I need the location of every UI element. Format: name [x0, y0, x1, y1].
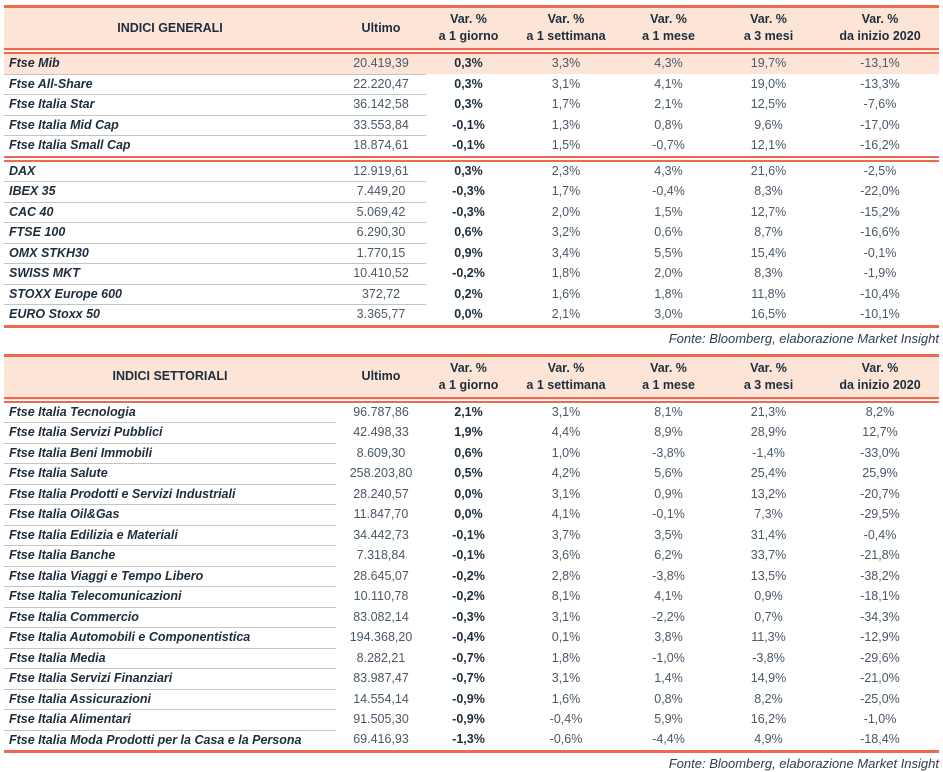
- table-row: [4, 182, 939, 203]
- var-value-cell: -29,6%: [860, 650, 900, 665]
- ultimo-value-cell: 36.142,58: [336, 95, 426, 116]
- var-value-cell: -0,4%: [549, 712, 583, 726]
- var-value-cell: 0,3%: [426, 51, 511, 74]
- var-value-cell: 5,6%: [654, 466, 683, 480]
- var-value-cell: 2,3%: [551, 163, 581, 178]
- ultimo-value-cell: 7.449,20: [336, 182, 426, 203]
- table-row: [4, 710, 939, 731]
- ultimo-value-cell: 18.874,61: [353, 138, 409, 152]
- index-name-cell: Ftse Italia Telecomunicazioni: [4, 587, 336, 608]
- index-name-cell: IBEX 35: [4, 182, 336, 203]
- var-value-cell: 1,8%: [654, 286, 683, 301]
- table-row: [4, 159, 939, 182]
- var-value-cell: 3,1%: [551, 76, 581, 91]
- table-row: [4, 505, 939, 526]
- var-value-cell: 0,9%: [654, 486, 683, 501]
- ultimo-value-cell: 91.505,30: [353, 712, 409, 726]
- var-value-cell: 0,6%: [654, 225, 683, 239]
- var-value-cell: -0,9%: [452, 691, 485, 706]
- var-value-cell: -0,7%: [452, 650, 485, 665]
- var-value-cell: 6,2%: [654, 548, 683, 562]
- var-value-cell: 0,9%: [454, 245, 483, 260]
- var-value-cell: -0,1%: [452, 117, 485, 132]
- table-row: [4, 95, 939, 116]
- var-value-cell: 2,0%: [551, 204, 581, 219]
- var-value-cell: 1,5%: [551, 137, 581, 152]
- var-value-cell: -1,0%: [652, 650, 685, 665]
- var-value-cell: -0,1%: [452, 137, 485, 152]
- var-value-cell: -0,7%: [452, 671, 485, 685]
- table-row: [4, 546, 939, 567]
- var-value-cell: 3,7%: [551, 527, 581, 542]
- header-row: [4, 355, 939, 400]
- ultimo-value-cell: 12.919,61: [336, 159, 426, 182]
- var-value-cell: 19,0%: [750, 76, 787, 91]
- var-value-cell: 4,3%: [654, 163, 683, 178]
- var-column-header: Var. % da inizio 2020: [821, 355, 939, 400]
- index-name-cell: Ftse Italia Mid Cap: [4, 115, 336, 136]
- var-value-cell: 1,6%: [551, 286, 581, 301]
- var-value-cell: 1,9%: [454, 425, 483, 439]
- european-indices-group: [4, 159, 939, 327]
- var-value-cell: -33,0%: [860, 445, 900, 460]
- var-value-cell: 3,1%: [551, 486, 581, 501]
- var-value-cell: -21,8%: [860, 548, 900, 562]
- var-value-cell: 1,7%: [551, 184, 581, 198]
- var-value-cell: 0,3%: [454, 76, 483, 91]
- var-value-cell: 16,2%: [750, 712, 787, 726]
- var-value-cell: 8,1%: [551, 589, 581, 603]
- var-value-cell: 12,5%: [750, 97, 787, 111]
- var-value-cell: 1,4%: [654, 671, 683, 685]
- index-name-cell: Ftse Italia Salute: [4, 464, 336, 485]
- var-value-cell: 31,4%: [750, 527, 787, 542]
- italian-indices-group: [4, 51, 939, 159]
- var-value-cell: 19,7%: [716, 51, 821, 74]
- index-name-cell: CAC 40: [4, 202, 336, 223]
- var-value-cell: 8,9%: [654, 425, 683, 439]
- var-value-cell: -0,1%: [452, 548, 485, 562]
- var-value-cell: 14,9%: [750, 671, 787, 685]
- var-value-cell: 3,6%: [551, 548, 581, 562]
- var-column-header: Var. % a 1 settimana: [511, 7, 621, 52]
- var-value-cell: -7,6%: [863, 97, 897, 111]
- table-row: [4, 202, 939, 223]
- var-value-cell: 8,3%: [754, 184, 783, 198]
- var-value-cell: -0,4%: [863, 527, 897, 542]
- table-row: [4, 484, 939, 505]
- var-value-cell: 3,3%: [511, 51, 621, 74]
- var-value-cell: 0,9%: [754, 589, 783, 603]
- var-value-cell: 3,5%: [654, 527, 683, 542]
- table-row: [4, 669, 939, 690]
- index-name-cell: FTSE 100: [4, 223, 336, 244]
- index-name-cell: Ftse Italia Commercio: [4, 607, 336, 628]
- var-value-cell: 7,3%: [754, 507, 783, 521]
- var-value-cell: -3,8%: [652, 568, 685, 583]
- var-value-cell: 2,8%: [551, 568, 581, 583]
- var-value-cell: 2,1%: [454, 404, 483, 419]
- general-indices-header: [4, 7, 939, 52]
- table-row: [4, 525, 939, 546]
- index-name-cell: Ftse Italia Moda Prodotti per la Casa e la Persona: [9, 732, 302, 747]
- var-value-cell: -2,2%: [652, 609, 685, 624]
- var-value-cell: 25,9%: [862, 466, 898, 480]
- sector-indices-group: [4, 400, 939, 752]
- ultimo-value-cell: 7.318,84: [356, 548, 406, 562]
- var-column-header: Var. % a 1 mese: [621, 7, 716, 52]
- var-value-cell: -3,8%: [652, 445, 685, 460]
- index-name-cell: OMX STKH30: [4, 243, 336, 264]
- index-name-cell: Ftse Italia Servizi Finanziari: [4, 669, 336, 690]
- index-name-cell: Ftse Mib: [4, 51, 336, 74]
- var-value-cell: 8,3%: [754, 266, 783, 280]
- var-value-cell: -0,3%: [452, 609, 485, 624]
- var-value-cell: 3,1%: [551, 609, 581, 624]
- ultimo-value-cell: 69.416,93: [353, 732, 409, 747]
- var-column-header: Var. % a 1 settimana: [511, 355, 621, 400]
- index-name-cell: Ftse Italia Star: [4, 95, 336, 116]
- var-value-cell: -38,2%: [860, 568, 900, 583]
- var-value-cell: -13,3%: [860, 76, 900, 91]
- var-value-cell: 3,4%: [551, 245, 581, 260]
- var-value-cell: 1,8%: [551, 650, 581, 665]
- index-name-cell: Ftse Italia Automobili e Componentistica: [4, 628, 336, 649]
- table-row: [4, 74, 939, 95]
- var-value-cell: 4,1%: [654, 589, 683, 603]
- table-row: [4, 284, 939, 305]
- var-value-cell: 3,1%: [551, 671, 581, 685]
- var-value-cell: 0,8%: [654, 117, 683, 132]
- ultimo-value-cell: 5.069,42: [336, 202, 426, 223]
- var-value-cell: 1,6%: [551, 691, 581, 706]
- index-name-cell: Ftse Italia Small Cap: [9, 138, 131, 152]
- var-value-cell: -0,7%: [652, 137, 685, 152]
- var-value-cell: 1,5%: [654, 204, 683, 219]
- table-row: [4, 464, 939, 485]
- ultimo-value-cell: 6.290,30: [336, 223, 426, 244]
- header-row: [4, 7, 939, 52]
- var-value-cell: 8,2%: [754, 691, 783, 706]
- var-value-cell: 21,6%: [750, 163, 787, 178]
- table-row: [4, 443, 939, 464]
- var-value-cell: 1,0%: [551, 445, 581, 460]
- var-value-cell: -13,1%: [821, 51, 939, 74]
- var-value-cell: 4,4%: [551, 425, 581, 439]
- ultimo-value-cell: 372,72: [336, 284, 426, 305]
- var-value-cell: 2,1%: [551, 306, 581, 321]
- index-name-cell: Ftse All-Share: [4, 74, 336, 95]
- index-name-cell: Ftse Italia Assicurazioni: [4, 689, 336, 710]
- var-value-cell: 12,1%: [750, 137, 787, 152]
- var-value-cell: -21,0%: [860, 671, 900, 685]
- var-value-cell: -2,5%: [863, 163, 897, 178]
- ultimo-value-cell: 96.787,86: [353, 404, 409, 419]
- var-value-cell: 4,1%: [654, 76, 683, 91]
- table-title: INDICI SETTORIALI: [4, 355, 336, 400]
- table-row: [4, 115, 939, 136]
- var-value-cell: -0,2%: [452, 589, 485, 603]
- ultimo-value-cell: 11.847,70: [353, 507, 409, 521]
- var-value-cell: -20,7%: [860, 486, 900, 501]
- var-value-cell: -4,4%: [652, 732, 685, 747]
- var-column-header: Var. % da inizio 2020: [821, 7, 939, 52]
- table-row: [4, 305, 939, 327]
- var-value-cell: 3,8%: [654, 630, 683, 644]
- sector-indices-table: [4, 354, 939, 754]
- index-name-cell: Ftse Italia Tecnologia: [4, 400, 336, 423]
- var-value-cell: 8,7%: [754, 225, 783, 239]
- var-value-cell: -10,4%: [860, 286, 900, 301]
- var-value-cell: 1,8%: [551, 266, 581, 280]
- table-row: [4, 400, 939, 423]
- var-value-cell: 0,3%: [454, 163, 483, 178]
- ultimo-value-cell: 20.419,39: [336, 51, 426, 74]
- ultimo-value-cell: 8.282,21: [356, 650, 406, 665]
- var-value-cell: 0,5%: [454, 466, 483, 480]
- index-name-cell: STOXX Europe 600: [4, 284, 336, 305]
- var-value-cell: 3,1%: [551, 404, 581, 419]
- var-value-cell: -0,3%: [452, 204, 485, 219]
- var-value-cell: -3,8%: [752, 650, 785, 665]
- var-value-cell: 0,0%: [454, 507, 483, 521]
- table-row: [4, 566, 939, 587]
- ultimo-value-cell: 34.442,73: [353, 527, 409, 542]
- var-value-cell: 0,7%: [754, 609, 783, 624]
- table-row: [4, 628, 939, 649]
- index-name-cell: Ftse Italia Viaggi e Tempo Libero: [4, 566, 336, 587]
- ultimo-value-cell: 1.770,15: [336, 243, 426, 264]
- index-name-cell: Ftse Italia Beni Immobili: [4, 443, 336, 464]
- ultimo-value-cell: 258.203,80: [349, 466, 413, 480]
- var-value-cell: -16,2%: [860, 137, 900, 152]
- var-value-cell: 2,0%: [654, 266, 683, 280]
- ultimo-value-cell: 10.110,78: [353, 589, 409, 603]
- ultimo-value-cell: 10.410,52: [336, 264, 426, 285]
- index-name-cell: Ftse Italia Oil&Gas: [4, 505, 336, 526]
- var-value-cell: 13,2%: [750, 486, 787, 501]
- var-value-cell: 8,2%: [865, 404, 895, 419]
- var-value-cell: 12,7%: [862, 425, 898, 439]
- var-column-header: Var. % a 1 mese: [621, 355, 716, 400]
- var-value-cell: 11,3%: [751, 630, 786, 644]
- ultimo-column-header: Ultimo: [336, 355, 426, 400]
- var-value-cell: -22,0%: [860, 184, 900, 198]
- var-value-cell: 25,4%: [750, 466, 787, 480]
- table-title: INDICI GENERALI: [4, 7, 336, 52]
- table-row: [4, 648, 939, 669]
- index-name-cell: Ftse Italia Prodotti e Servizi Industriali: [4, 484, 336, 505]
- var-column-header: Var. % a 3 mesi: [716, 355, 821, 400]
- var-value-cell: 0,6%: [454, 445, 483, 460]
- index-name-cell: Ftse Italia Servizi Pubblici: [4, 423, 336, 444]
- var-column-header: Var. % a 1 giorno: [426, 355, 511, 400]
- var-value-cell: -0,2%: [452, 568, 485, 583]
- var-value-cell: 3,0%: [654, 306, 683, 321]
- var-value-cell: -0,4%: [652, 184, 685, 198]
- table-row: [4, 689, 939, 710]
- index-name-cell: Ftse Italia Banche: [4, 546, 336, 567]
- source-note: Fonte: Bloomberg, elaborazione Market Insight: [668, 330, 939, 346]
- var-value-cell: 8,1%: [654, 404, 683, 419]
- table-row: [4, 136, 939, 159]
- ultimo-value-cell: 14.554,14: [353, 691, 409, 706]
- var-value-cell: 1,7%: [551, 97, 581, 111]
- var-value-cell: -12,9%: [860, 630, 900, 644]
- var-value-cell: 0,8%: [654, 691, 683, 706]
- var-value-cell: 4,2%: [551, 466, 581, 480]
- var-value-cell: 28,9%: [750, 425, 787, 439]
- var-value-cell: -0,9%: [452, 712, 485, 726]
- var-value-cell: 0,1%: [551, 630, 581, 644]
- var-value-cell: 2,1%: [654, 97, 683, 111]
- table-row: [4, 51, 939, 74]
- var-value-cell: -10,1%: [860, 306, 900, 321]
- ultimo-value-cell: 194.368,20: [349, 630, 413, 644]
- general-indices-table: [4, 5, 939, 328]
- table-row: [4, 587, 939, 608]
- source-note: Fonte: Bloomberg, elaborazione Market Insight: [668, 756, 939, 771]
- var-value-cell: -18,1%: [860, 589, 900, 603]
- var-value-cell: 0,0%: [454, 306, 483, 321]
- table-row: [4, 607, 939, 628]
- table-row: [4, 223, 939, 244]
- var-value-cell: 12,7%: [750, 204, 787, 219]
- var-value-cell: 0,3%: [454, 97, 483, 111]
- ultimo-value-cell: 22.220,47: [336, 74, 426, 95]
- table-row: [4, 243, 939, 264]
- var-value-cell: 16,5%: [750, 306, 787, 321]
- var-value-cell: -0,3%: [452, 184, 485, 198]
- var-value-cell: -0,6%: [549, 732, 583, 747]
- index-name-cell: DAX: [4, 159, 336, 182]
- var-value-cell: 9,6%: [754, 117, 783, 132]
- ultimo-value-cell: 28.240,57: [353, 486, 409, 501]
- ultimo-value-cell: 42.498,33: [353, 425, 409, 439]
- var-value-cell: 5,9%: [654, 712, 683, 726]
- var-value-cell: 15,4%: [750, 245, 787, 260]
- ultimo-value-cell: 33.553,84: [336, 115, 426, 136]
- var-value-cell: 0,0%: [454, 486, 483, 501]
- var-value-cell: 3,2%: [551, 225, 581, 239]
- ultimo-column-header: Ultimo: [336, 7, 426, 52]
- index-name-cell: SWISS MKT: [4, 264, 336, 285]
- var-value-cell: 4,9%: [754, 732, 783, 747]
- ultimo-value-cell: 28.645,07: [353, 568, 409, 583]
- table-row: [4, 423, 939, 444]
- var-column-header: Var. % a 3 mesi: [716, 7, 821, 52]
- var-value-cell: 0,6%: [454, 225, 483, 239]
- index-name-cell: EURO Stoxx 50: [9, 307, 101, 321]
- index-name-cell: Ftse Italia Edilizia e Materiali: [4, 525, 336, 546]
- index-name-cell: Ftse Italia Alimentari: [4, 710, 336, 731]
- var-value-cell: -0,2%: [452, 266, 485, 280]
- table-row: [4, 264, 939, 285]
- var-value-cell: 33,7%: [750, 548, 787, 562]
- ultimo-value-cell: 3.365,77: [356, 307, 406, 321]
- var-value-cell: -0,4%: [452, 630, 485, 644]
- var-value-cell: -34,3%: [860, 609, 900, 624]
- var-value-cell: 13,5%: [750, 568, 787, 583]
- var-value-cell: -1,9%: [863, 266, 897, 280]
- var-value-cell: -16,6%: [860, 225, 900, 239]
- var-value-cell: -15,2%: [860, 204, 900, 219]
- var-value-cell: -1,3%: [452, 732, 485, 747]
- var-value-cell: -1,4%: [752, 445, 785, 460]
- var-value-cell: -0,1%: [452, 527, 485, 542]
- index-name-cell: Ftse Italia Media: [4, 648, 336, 669]
- var-value-cell: 0,2%: [454, 286, 483, 301]
- var-value-cell: -0,1%: [863, 245, 897, 260]
- var-value-cell: -29,5%: [860, 507, 900, 521]
- var-value-cell: -17,0%: [860, 117, 900, 132]
- var-value-cell: 4,3%: [621, 51, 716, 74]
- var-value-cell: -18,4%: [860, 732, 900, 747]
- var-value-cell: -25,0%: [860, 691, 900, 706]
- table-row: [4, 730, 939, 752]
- var-value-cell: 11,8%: [751, 286, 786, 301]
- ultimo-value-cell: 8.609,30: [356, 445, 406, 460]
- ultimo-value-cell: 83.987,47: [353, 671, 409, 685]
- sector-indices-header: [4, 355, 939, 400]
- var-value-cell: -1,0%: [863, 712, 897, 726]
- var-column-header: Var. % a 1 giorno: [426, 7, 511, 52]
- var-value-cell: -0,1%: [652, 507, 685, 521]
- var-value-cell: 5,5%: [654, 245, 683, 260]
- var-value-cell: 21,3%: [750, 404, 787, 419]
- var-value-cell: 1,3%: [551, 117, 581, 132]
- var-value-cell: 4,1%: [551, 507, 581, 521]
- ultimo-value-cell: 83.082,14: [353, 609, 409, 624]
